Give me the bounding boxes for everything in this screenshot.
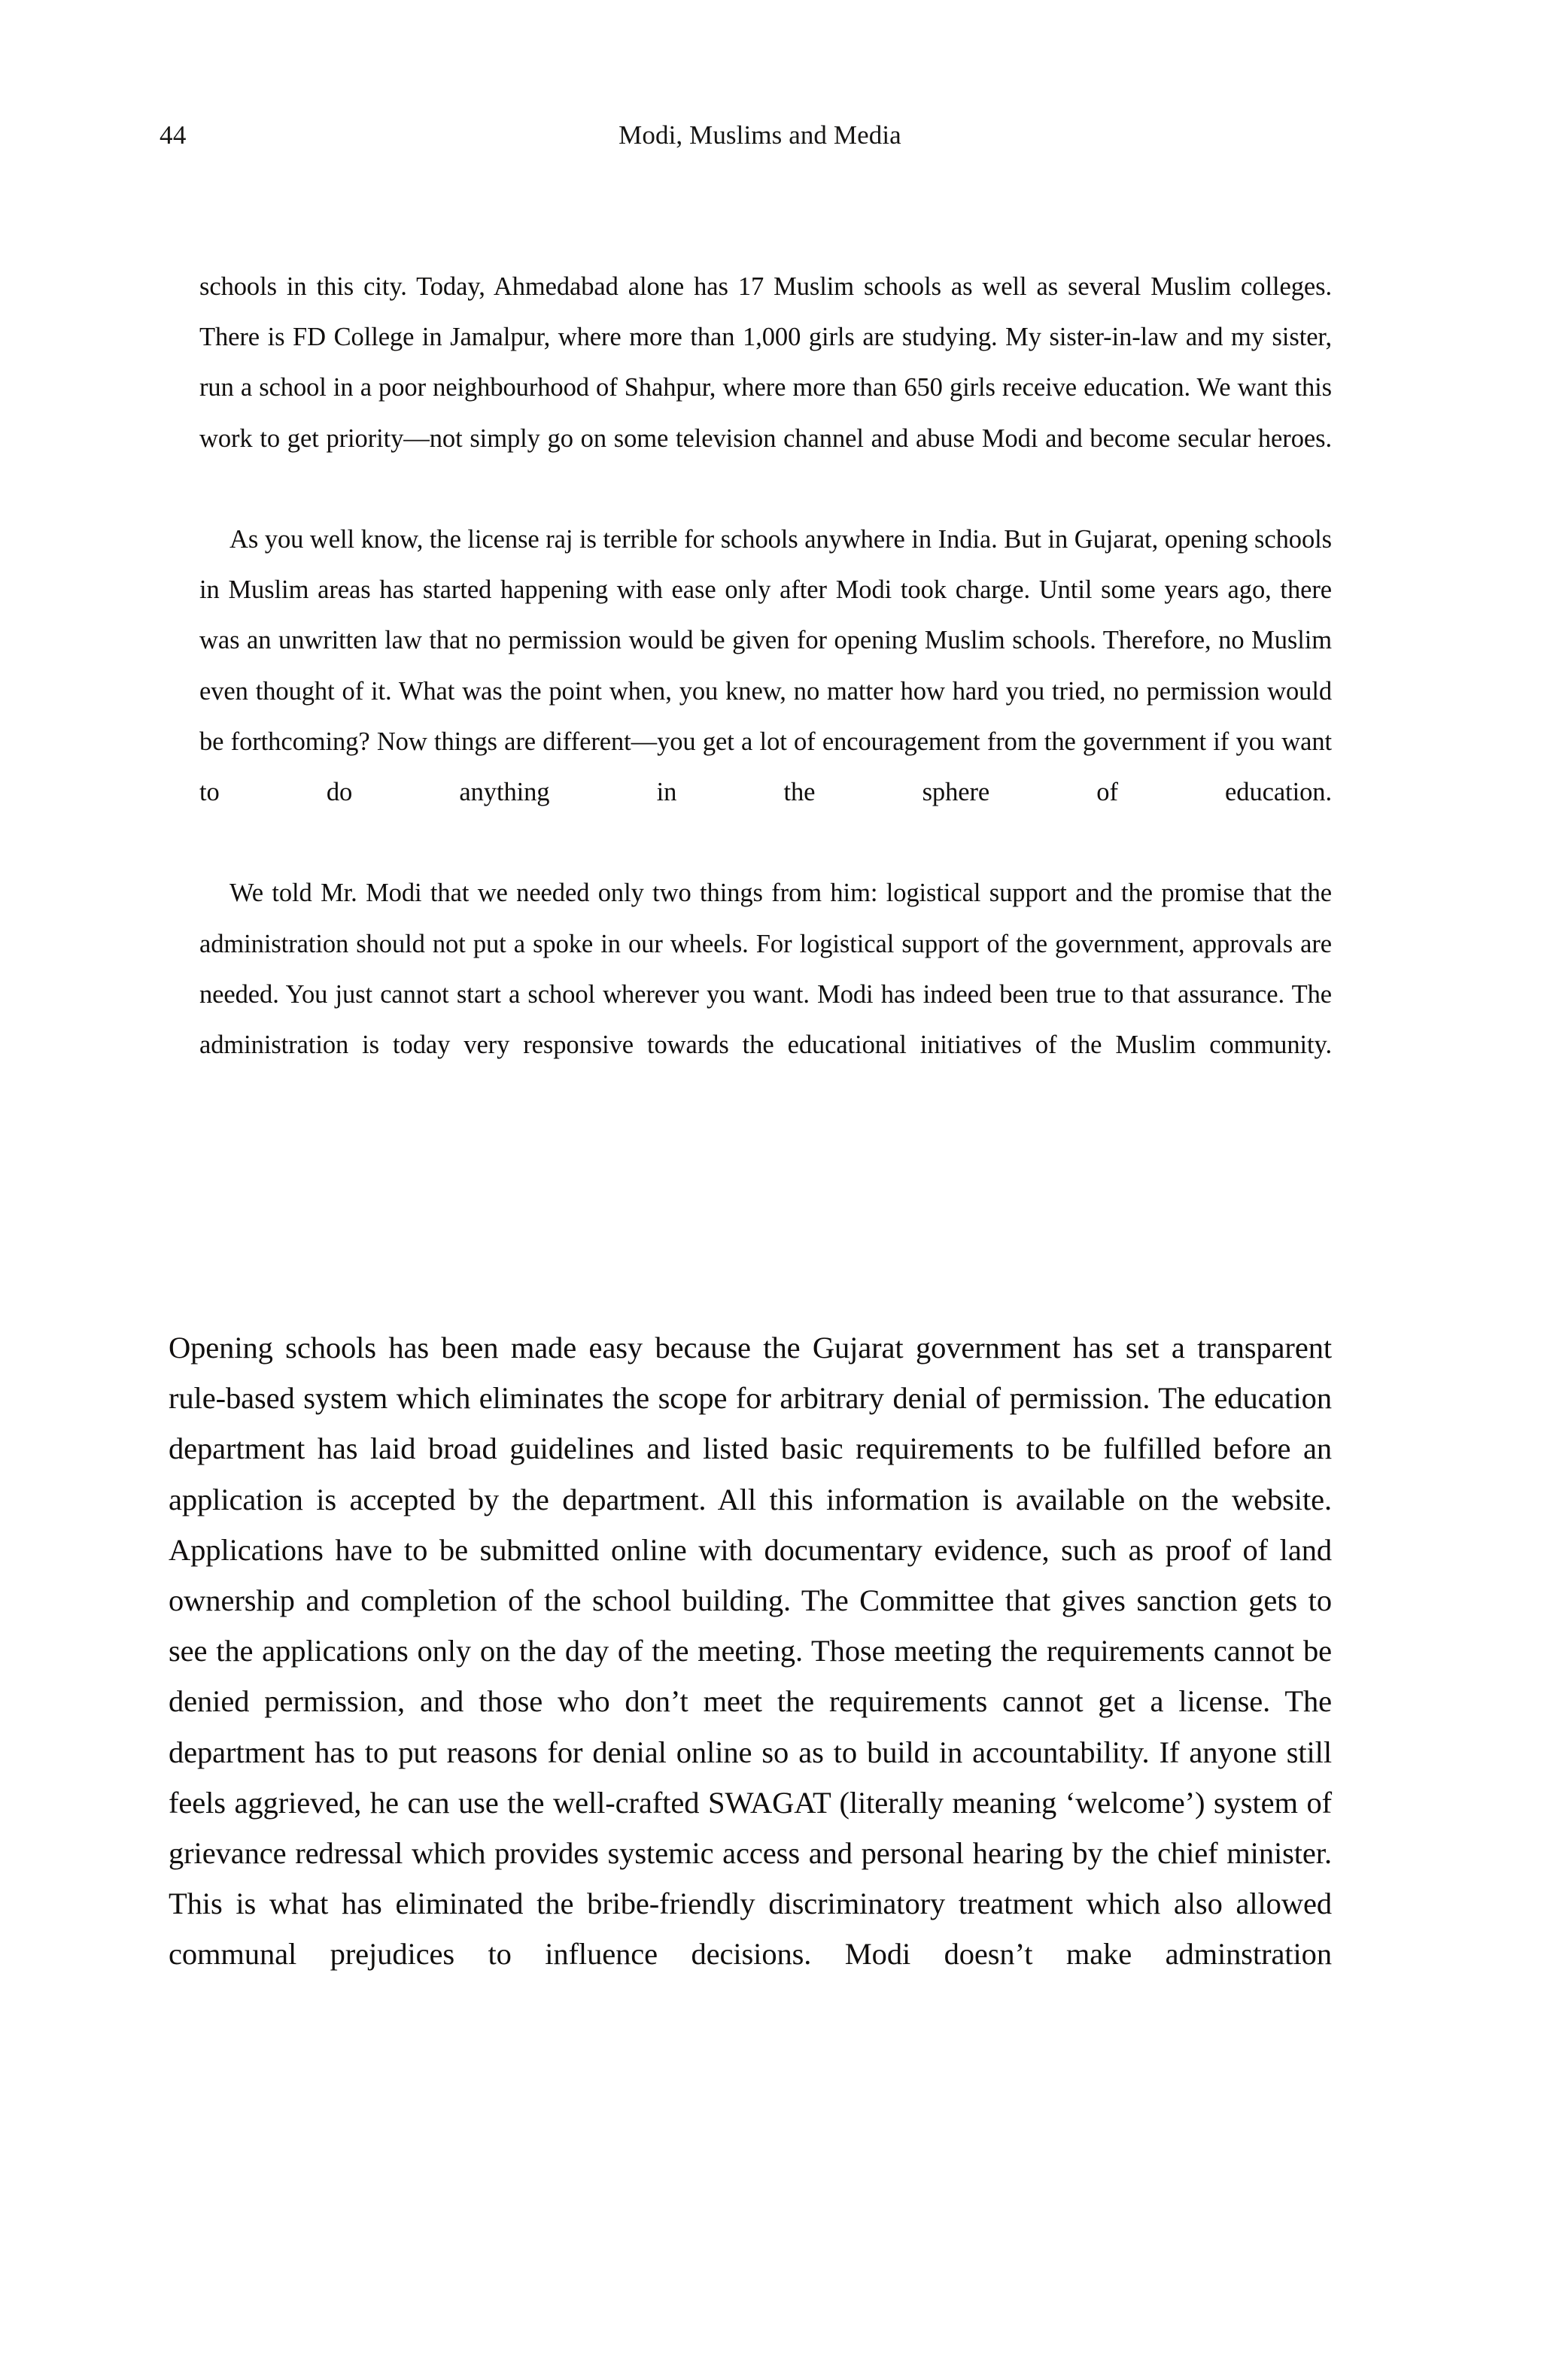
- interview-quote-block: [199, 262, 1332, 1121]
- paragraph-commentary-1: Opening schools has been made easy because the Gujarat government has set a transparent rule-based system which eliminates the scope for arbitrary denial of permission. The education department has laid broad guidelines and listed basic requirements to be fulfilled before an application is accepted by the department. All this information is available on the website. Applications have to be submitted online with documentary evidence, such as proof of land ownership and completion of the school building. The Committee that gives sanction gets to see the applications only on the day of the meeting. Those meeting the requirements cannot be denied permission, and those who don’t meet the requirements cannot get a license. The department has to put reasons for denial online so as to build in accountability. If anyone still feels aggrieved, he can use the well-crafted SWAGAT (literally meaning ‘welcome’) system of grievance redressal which provides systemic access and personal hearing by the chief minister. This is what has eliminated the bribe-friendly discriminatory treatment which also allowed communal prejudices to influence decisions. Modi doesn’t make adminstration: [169, 1331, 1332, 1972]
- commentary-block: [169, 1322, 1332, 2030]
- paragraph-interview-2: As you well know, the license raj is terrible for schools anywhere in India. But in Gujarat, opening schools in Muslim areas has started happening with ease only after Modi took charge. Until some years ago, there was an unwritten law that no permission would be given for opening Muslim schools. Therefore, no Muslim even thought of it. What was the point when, you knew, no matter how hard you tried, no permission would be forthcoming? Now things are different—you get a lot of encouragement from the government if you want to do anything in the sphere of education.: [199, 525, 1332, 807]
- paragraph-interview-3: We told Mr. Modi that we needed only two things from him: logistical support and the promise that the administration should not put a spoke in our wheels. For logistical support of the government, approvals are needed. You just cannot start a school wherever you want. Modi has indeed been true to that assurance. The administration is today very responsive towards the educational initiatives of the Muslim community.: [199, 879, 1332, 1060]
- book-title-running-head: Modi, Muslims and Media: [619, 120, 901, 150]
- running-head: [0, 114, 1541, 156]
- page-number: 44: [160, 120, 187, 150]
- paragraph-interview-1: schools in this city. Today, Ahmedabad alone has 17 Muslim schools as well as several Muslim colleges. There is FD College in Jamalpur, where more than 1,000 girls are studying. My sister-in-law and my sister, run a school in a poor neighbourhood of Shahpur, where more than 650 girls receive education. We want this work to get priority—not simply go on some television channel and abuse Modi and become secular heroes.: [199, 272, 1332, 453]
